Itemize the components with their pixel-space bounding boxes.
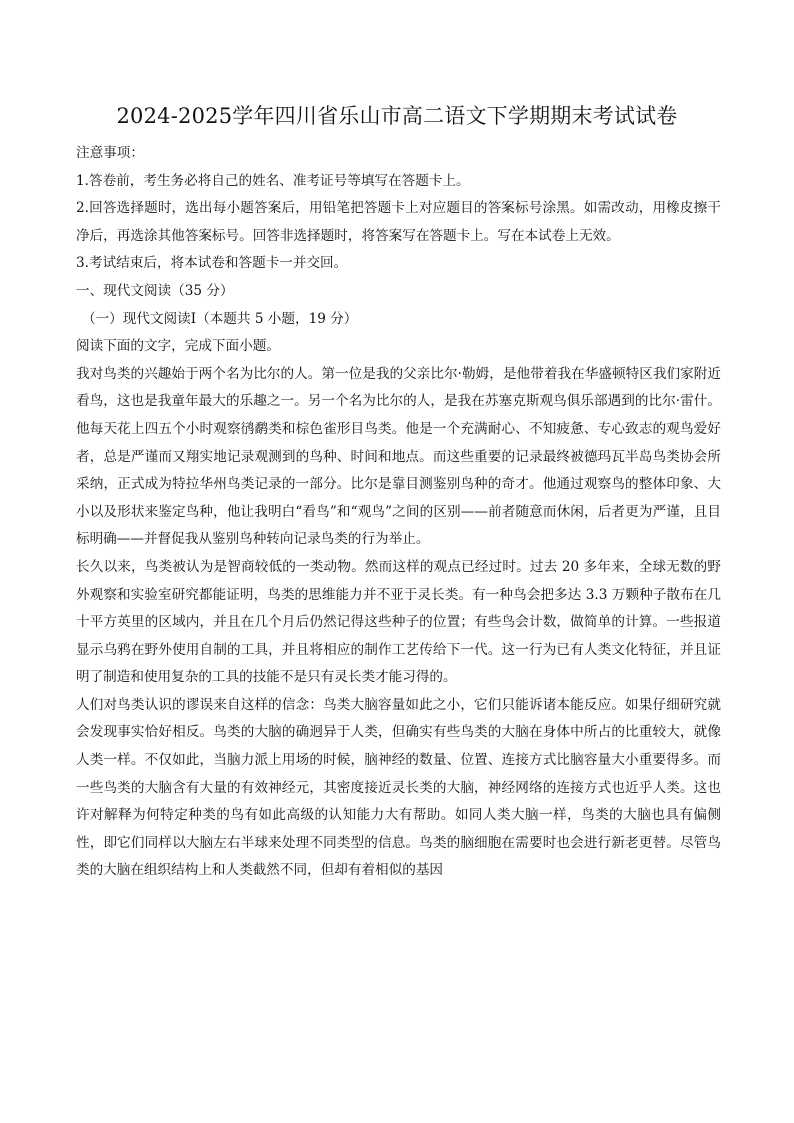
passage-paragraph-3: 人们对鸟类认识的谬误来自这样的信念：鸟类大脑容量如此之小，它们只能诉诸本能反应。如果仔细研究就会发现事实恰好相反。鸟类的大脑的确迥异于人类，但确实有些鸟类的大脑在身体中所占的比重较大，就像人类一样。不仅如此，当脑力派上用场的时候，脑神经的数量、位置、连接方式比脑容量大小重要得多。而一些鸟类的大脑含有大量的有效神经元，其密度接近灵长类的大脑，神经网络的连接方式也近乎人类。这也许对解释为何特定种类的鸟有如此高级的认知能力大有帮助。如同人类大脑一样，鸟类的大脑也具有偏侧性，即它们同样以大脑左右半球来处理不同类型的信息。鸟类的脑细胞在需要时也会进行新老更替。尽管鸟类的大脑在组织结构上和人类截然不同，但却有着相似的基因: [76, 696, 721, 879]
subsection-heading: （一）现代文阅读Ⅰ（本题共 5 小题，19 分）: [82, 310, 358, 327]
section-heading: 一、现代文阅读（35 分）: [76, 282, 234, 299]
passage-paragraph-2: 长久以来，鸟类被认为是智商较低的一类动物。然而这样的观点已经过时。过去 20 多年来，全球无数的野外观察和实验室研究都能证明，鸟类的思维能力并不亚于灵长类。有一种鸟会把多达 3.3 万颗种子散布在几十平方英里的区域内，并且在几个月后仍然记得这些种子的位置；有些鸟会计数，做简单的计算。一些报道显示乌鸦在野外使用自制的工具，并且将相应的制作工艺传给下一代。这一行为已有人类文化特征，并且证明了制造和使用复杂的工具的技能不是只有灵长类才能习得的。: [76, 558, 721, 686]
notice-item-2: 2.回答选择题时，选出每小题答案后，用铅笔把答题卡上对应题目的答案标号涂黑。如需改动，用橡皮擦干净后，再选涂其他答案标号。回答非选择题时，将答案写在答题卡上。写在本试卷上无效。: [76, 200, 721, 244]
page-title: 2024-2025学年四川省乐山市高二语文下学期期末考试试卷: [116, 104, 678, 128]
notice-heading: 注意事项：: [76, 145, 144, 161]
reading-instruction: 阅读下面的文字，完成下面小题。: [76, 338, 280, 355]
passage-paragraph-1: 我对鸟类的兴趣始于两个名为比尔的人。第一位是我的父亲比尔·勒姆，是他带着我在华盛顿特区我们家附近看鸟，这也是我童年最大的乐趣之一。另一个名为比尔的人，是我在苏塞克斯观鸟俱乐部遇到的比尔·雷什。他每天花上四五个小时观察鸻鹬类和棕色雀形目鸟类。他是一个充满耐心、不知疲惫、专心致志的观鸟爱好者，总是严谨而又翔实地记录观测到的鸟种、时间和地点。而这些重要的记录最终被德玛瓦半岛鸟类协会所采纳，正式成为特拉华州鸟类记录的一部分。比尔是靠目测鉴别鸟种的奇才。他通过观察鸟的整体印象、大小以及形状来鉴定鸟种，他让我明白“看鸟”和“观鸟”之间的区别——前者随意而休闲，后者更为严谨，且目标明确——并督促我从鉴别鸟种转向记录鸟类的行为举止。: [76, 365, 721, 548]
notice-item-3: 3.考试结束后，将本试卷和答题卡一并交回。: [76, 255, 348, 272]
exam-content: [76, 140, 721, 885]
notice-item-1: 1.答卷前，考生务必将自己的姓名、准考证号等填写在答题卡上。: [76, 172, 470, 189]
